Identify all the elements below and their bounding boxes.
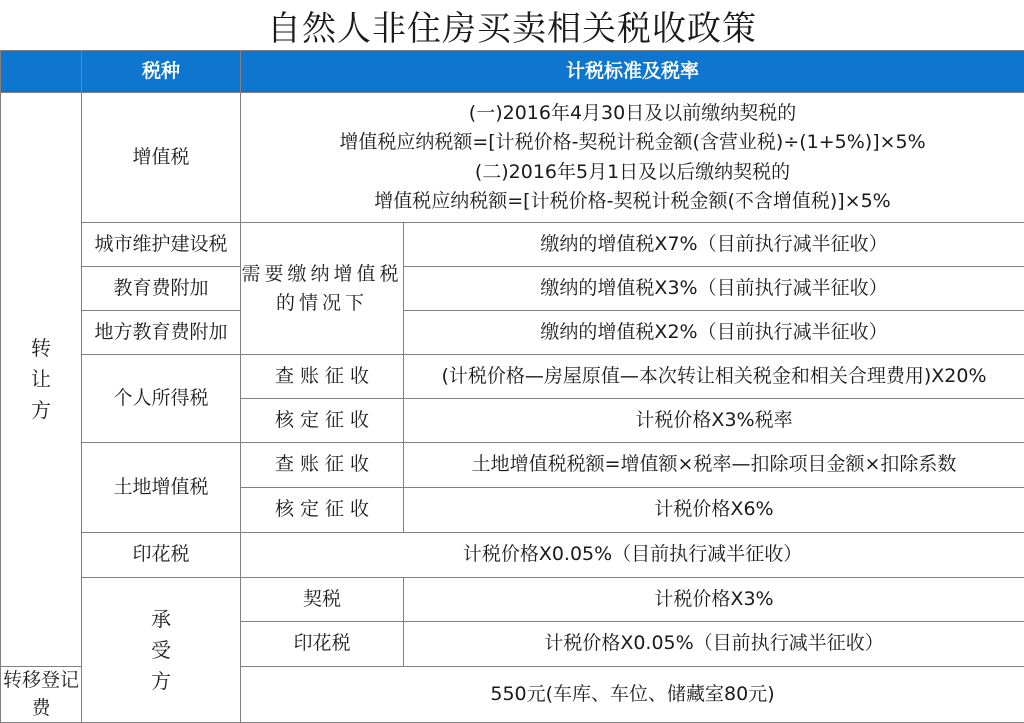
tax-name-edu: 教育费附加 <box>82 267 241 311</box>
table-row <box>1 223 1024 267</box>
tax-name-registration: 转移登记费 <box>1 667 82 723</box>
tax-name-income: 个人所得税 <box>82 355 241 443</box>
income-assessed-rate: 计税价格X3%税率 <box>404 399 1024 443</box>
deed-rate: 计税价格X3% <box>404 578 1024 622</box>
transferee-char: 方 <box>82 666 240 697</box>
vat-line: (二)2016年5月1日及以后缴纳契税的 <box>241 158 1024 187</box>
income-audit-label: 查 账 征 收 <box>241 355 404 399</box>
transferor-char: 让 <box>1 364 81 395</box>
transferee-label <box>82 578 241 723</box>
land-audit-label: 查 账 征 收 <box>241 443 404 488</box>
transferee-char: 受 <box>82 635 240 666</box>
urban-rate: 缴纳的增值税X7%（目前执行减半征收） <box>404 223 1024 267</box>
vat-line: 增值税应纳税额=[计税价格-契税计税金额(含营业税)÷(1+5%)]×5% <box>241 128 1024 157</box>
edu-rate: 缴纳的增值税X3%（目前执行减半征收） <box>404 267 1024 311</box>
vat-formula <box>241 93 1024 223</box>
transferor-label <box>1 93 82 667</box>
table-row <box>1 355 1024 399</box>
tax-name-stamp: 印花税 <box>82 533 241 578</box>
land-assessed-label: 核 定 征 收 <box>241 488 404 533</box>
tax-policy-table <box>0 50 1024 723</box>
stamp-rate: 计税价格X0.05%（目前执行减半征收） <box>241 533 1024 578</box>
header-standard-rate: 计税标准及税率 <box>241 51 1024 93</box>
surtax-condition: 需要缴纳增值税的情况下 <box>241 223 404 355</box>
land-audit-rate: 土地增值税税额=增值额×税率—扣除项目金额×扣除系数 <box>404 443 1024 488</box>
vat-line: 增值税应纳税额=[计税价格-契税计税金额(不含增值税)]×5% <box>241 187 1024 216</box>
transferor-char: 方 <box>1 395 81 426</box>
tax-name-deed: 契税 <box>241 578 404 622</box>
header-blank-cell <box>1 51 82 93</box>
table-row <box>1 533 1024 578</box>
table-row <box>1 578 1024 622</box>
local-edu-rate: 缴纳的增值税X2%（目前执行减半征收） <box>404 311 1024 355</box>
income-assessed-label: 核 定 征 收 <box>241 399 404 443</box>
registration-fee: 550元(车库、车位、储藏室80元) <box>241 667 1024 723</box>
tax-name-buyer-stamp: 印花税 <box>241 622 404 667</box>
header-tax-type: 税种 <box>82 51 241 93</box>
table-row <box>1 311 1024 355</box>
buyer-stamp-rate: 计税价格X0.05%（目前执行减半征收） <box>404 622 1024 667</box>
table-header-row <box>1 51 1024 93</box>
income-audit-rate: (计税价格—房屋原值—本次转让相关税金和相关合理费用)X20% <box>404 355 1024 399</box>
page-title: 自然人非住房买卖相关税收政策 <box>0 0 1024 50</box>
tax-name-local-edu: 地方教育费附加 <box>82 311 241 355</box>
land-assessed-rate: 计税价格X6% <box>404 488 1024 533</box>
vat-line: (一)2016年4月30日及以前缴纳契税的 <box>241 99 1024 128</box>
transferee-char: 承 <box>82 604 240 635</box>
tax-name-vat: 增值税 <box>82 93 241 223</box>
transferor-char: 转 <box>1 333 81 364</box>
tax-name-land: 土地增值税 <box>82 443 241 533</box>
table-row <box>1 93 1024 223</box>
table-row <box>1 443 1024 488</box>
tax-name-urban: 城市维护建设税 <box>82 223 241 267</box>
table-row <box>1 267 1024 311</box>
